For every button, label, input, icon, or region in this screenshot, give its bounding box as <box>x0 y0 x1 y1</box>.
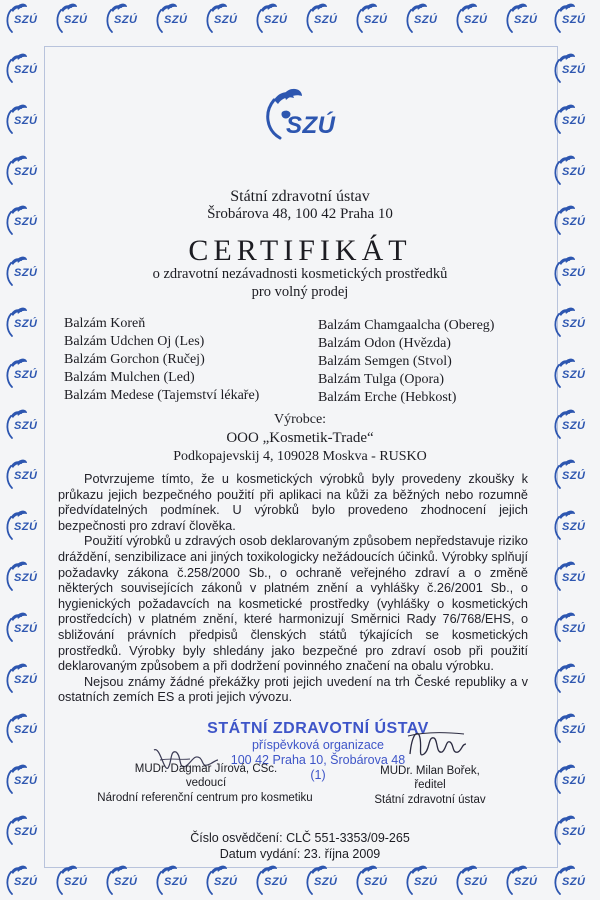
border-logo-text: SZÚ <box>562 572 586 584</box>
border-logo-text: SZÚ <box>562 166 586 178</box>
border-logo-text: SZÚ <box>14 826 38 838</box>
border-logo-text: SZÚ <box>364 876 388 888</box>
border-szu-logo-icon <box>304 864 348 898</box>
border-szu-logo-icon <box>254 864 298 898</box>
border-logo-text: SZÚ <box>562 724 586 736</box>
border-logo-text: SZÚ <box>562 420 586 432</box>
border-logo-text: SZÚ <box>562 470 586 482</box>
border-logo-text: SZÚ <box>114 14 138 26</box>
border-logo-text: SZÚ <box>64 14 88 26</box>
border-logo-text: SZÚ <box>562 267 586 279</box>
border-szu-logo-icon <box>552 357 596 391</box>
border-szu-logo-icon <box>154 864 198 898</box>
szu-logo <box>258 86 358 146</box>
border-logo-text: SZÚ <box>14 876 38 888</box>
stamp-address: 100 42 Praha 10, Šrobárova 48 <box>230 753 406 767</box>
certificate-body <box>58 472 528 706</box>
border-logo-text: SZÚ <box>14 166 38 178</box>
border-szu-logo-icon <box>552 154 596 188</box>
signatory-left-name: MUDr. Dagmar Jírová, CSc. <box>134 763 278 775</box>
product-item: Balzám Koreň <box>64 316 146 331</box>
border-logo-text: SZÚ <box>562 216 586 228</box>
product-item: Balzám Chamgaalcha (Obereg) <box>318 318 495 333</box>
border-logo-text: SZÚ <box>562 369 586 381</box>
border-szu-logo-icon <box>254 2 298 36</box>
border-logo-text: SZÚ <box>562 318 586 330</box>
border-logo-text: SZÚ <box>264 14 288 26</box>
border-szu-logo-icon <box>552 306 596 340</box>
border-szu-logo-icon <box>552 509 596 543</box>
product-item: Balzám Gorchon (Ručej) <box>64 352 205 367</box>
border-szu-logo-icon <box>354 864 398 898</box>
border-logo-text: SZÚ <box>562 64 586 76</box>
border-szu-logo-icon <box>504 864 548 898</box>
border-logo-text: SZÚ <box>14 420 38 432</box>
border-logo-text: SZÚ <box>514 876 538 888</box>
signatory-right-name: MUDr. Milan Bořek, <box>380 765 480 777</box>
border-szu-logo-icon <box>4 763 48 797</box>
signatory-left-role: vedoucí <box>185 777 227 789</box>
border-szu-logo-icon <box>204 864 248 898</box>
border-szu-logo-icon <box>4 306 48 340</box>
border-szu-logo-icon <box>552 560 596 594</box>
border-szu-logo-icon <box>552 712 596 746</box>
border-logo-text: SZÚ <box>264 876 288 888</box>
stamp-institute: STÁTNÍ ZDRAVOTNÍ ÚSTAV <box>207 720 429 737</box>
border-szu-logo-icon <box>54 2 98 36</box>
border-logo-text: SZÚ <box>164 14 188 26</box>
border-szu-logo-icon <box>4 2 48 36</box>
border-logo-text: SZÚ <box>14 521 38 533</box>
stamp-organization-type: příspěvková organizace <box>251 738 385 752</box>
border-logo-text: SZÚ <box>14 115 38 127</box>
border-logo-text: SZÚ <box>464 14 488 26</box>
border-szu-logo-icon <box>4 611 48 645</box>
producer-address: Podkopajevskij 4, 109028 Moskva - RUSKO <box>173 449 427 464</box>
border-logo-text: SZÚ <box>562 674 586 686</box>
certificate-subtitle-line1: o zdravotní nezávadnosti kosmetických prostředků <box>152 266 448 282</box>
border-szu-logo-icon <box>552 611 596 645</box>
border-szu-logo-icon <box>354 2 398 36</box>
border-szu-logo-icon <box>4 52 48 86</box>
border-szu-logo-icon <box>552 2 596 36</box>
certificate-subtitle-line2: pro volný prodej <box>251 284 349 300</box>
border-szu-logo-icon <box>404 2 448 36</box>
border-logo-text: SZÚ <box>14 775 38 787</box>
border-logo-text: SZÚ <box>14 623 38 635</box>
border-logo-text: SZÚ <box>562 14 586 26</box>
certificate-number: Číslo osvědčení: CLČ 551-3353/09-265 <box>190 831 410 845</box>
border-logo-text: SZÚ <box>364 14 388 26</box>
border-szu-logo-icon <box>4 154 48 188</box>
border-logo-text: SZÚ <box>64 876 88 888</box>
border-szu-logo-icon <box>4 509 48 543</box>
border-logo-text: SZÚ <box>562 521 586 533</box>
border-logo-text: SZÚ <box>562 115 586 127</box>
border-szu-logo-icon <box>154 2 198 36</box>
border-logo-text: SZÚ <box>314 876 338 888</box>
border-szu-logo-icon <box>4 662 48 696</box>
border-logo-text: SZÚ <box>14 14 38 26</box>
border-logo-text: SZÚ <box>464 876 488 888</box>
border-szu-logo-icon <box>552 52 596 86</box>
border-logo-text: SZÚ <box>562 623 586 635</box>
body-paragraph: Použití výrobků u zdravých osob deklarovaným způsobem nepředstavuje riziko dráždění, senzibilizace ani jiných toxikologicky nežádoucích účinků. Výrobky splňují požadavky zákona č.258/2000 Sb., o ochraně veřejného zdraví a o změně některých souvisejících zákonů v platném znění a vyhlášky č.26/2001 Sb., o hygienických požadavcích na kosmetické prostředky (vyhlášky o kosmetických prostředcích) v platném znění, které harmonizují Směrnici Rady 76/768/EHS, o sbližování právních předpisů členských států týkajících se kosmetických prostředků. Výrobky byly shledány jako bezpečné pro zdraví osob při použití deklarovaným způsobem a při dodržení povinného značení na obalu výrobku. <box>58 534 528 674</box>
signatory-left-unit: Národní referenční centrum pro kosmetiku <box>97 792 313 804</box>
border-szu-logo-icon <box>552 103 596 137</box>
border-szu-logo-icon <box>552 763 596 797</box>
signatory-right-unit: Státní zdravotní ústav <box>374 794 486 806</box>
border-szu-logo-icon <box>4 103 48 137</box>
border-szu-logo-icon <box>104 2 148 36</box>
border-logo-text: SZÚ <box>562 876 586 888</box>
body-paragraph: Potvrzujeme tímto, že u kosmetických výrobků byly provedeny zkoušky k průkazu jejich bezpečného použití při aplikaci na kůži za běžných nebo rozumně předvídatelných podmínek. U výrobků bylo provedeno zhodnocení jejich bezpečnosti pro zdraví člověka. <box>58 472 528 533</box>
border-szu-logo-icon <box>204 2 248 36</box>
border-logo-text: SZÚ <box>214 876 238 888</box>
product-item: Balzám Semgen (Stvol) <box>318 354 452 369</box>
institute-name: Státní zdravotní ústav <box>230 188 370 205</box>
border-logo-text: SZÚ <box>14 318 38 330</box>
product-item: Balzám Erche (Hebkost) <box>318 390 457 405</box>
border-logo-text: SZÚ <box>14 216 38 228</box>
border-szu-logo-icon <box>4 560 48 594</box>
border-logo-text: SZÚ <box>514 14 538 26</box>
product-item: Balzám Medese (Tajemství lékaře) <box>64 388 260 403</box>
issue-date: Datum vydání: 23. října 2009 <box>219 847 381 861</box>
signature-left-block <box>106 762 306 790</box>
border-logo-text: SZÚ <box>164 876 188 888</box>
border-logo-text: SZÚ <box>214 14 238 26</box>
product-item: Balzám Mulchen (Led) <box>64 370 195 385</box>
border-szu-logo-icon <box>454 2 498 36</box>
border-szu-logo-icon <box>454 864 498 898</box>
border-logo-text: SZÚ <box>14 724 38 736</box>
stamp-number: (1) <box>310 768 326 782</box>
border-logo-text: SZÚ <box>314 14 338 26</box>
border-logo-text: SZÚ <box>562 826 586 838</box>
border-szu-logo-icon <box>4 712 48 746</box>
border-logo-text: SZÚ <box>14 267 38 279</box>
border-szu-logo-icon <box>4 864 48 898</box>
border-szu-logo-icon <box>504 2 548 36</box>
border-szu-logo-icon <box>304 2 348 36</box>
signature-right-block <box>350 764 510 792</box>
border-logo-text: SZÚ <box>114 876 138 888</box>
border-logo-text: SZÚ <box>414 876 438 888</box>
border-logo-text: SZÚ <box>14 572 38 584</box>
producer-label: Výrobce: <box>273 412 327 427</box>
product-item: Balzám Odon (Hvězda) <box>318 336 451 351</box>
border-szu-logo-icon <box>552 864 596 898</box>
body-paragraph: Nejsou známy žádné překážky proti jejich uvedení na trh České republiky a v ostatních zemích ES a proti jejich vývozu. <box>58 674 528 705</box>
signatory-right-role: ředitel <box>414 779 446 791</box>
certificate-title: CERTIFIKÁT <box>188 234 412 267</box>
border-logo-text: SZÚ <box>14 674 38 686</box>
border-logo-text: SZÚ <box>14 369 38 381</box>
border-szu-logo-icon <box>552 662 596 696</box>
border-logo-text: SZÚ <box>14 470 38 482</box>
border-logo-text: SZÚ <box>14 64 38 76</box>
border-logo-text: SZÚ <box>414 14 438 26</box>
border-szu-logo-icon <box>4 357 48 391</box>
product-item: Balzám Tulga (Opora) <box>318 372 444 387</box>
producer-name: OOO „Kosmetik-Trade“ <box>226 430 374 446</box>
border-szu-logo-icon <box>104 864 148 898</box>
border-logo-text: SZÚ <box>562 775 586 787</box>
logo-text: SZÚ <box>286 112 336 139</box>
institute-address: Šrobárova 48, 100 42 Praha 10 <box>207 206 393 222</box>
border-szu-logo-icon <box>404 864 448 898</box>
border-szu-logo-icon <box>54 864 98 898</box>
product-item: Balzám Udchen Oj (Les) <box>64 334 205 349</box>
